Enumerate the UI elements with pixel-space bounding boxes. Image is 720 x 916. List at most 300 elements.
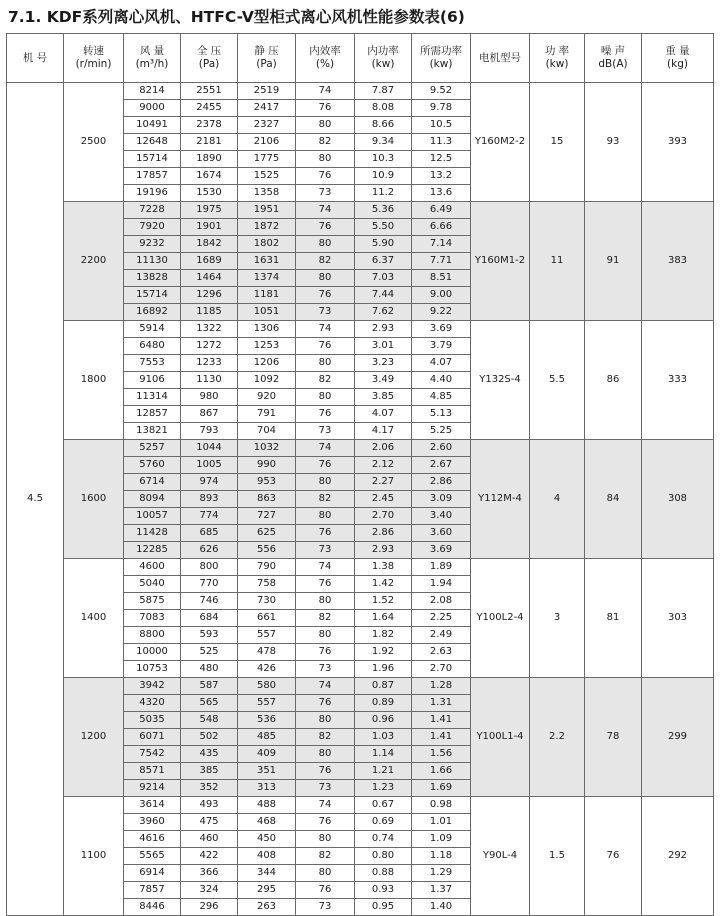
- airflow-cell: 8094: [124, 491, 181, 508]
- total-pressure-cell: 1530: [181, 185, 238, 202]
- column-header-unit: (kw): [429, 58, 453, 70]
- efficiency-cell: 74: [296, 202, 355, 219]
- airflow-cell: 6071: [124, 729, 181, 746]
- airflow-cell: 11130: [124, 253, 181, 270]
- total-pressure-cell: 593: [181, 627, 238, 644]
- airflow-cell: 8214: [124, 83, 181, 100]
- static-pressure-cell: 1253: [238, 338, 296, 355]
- total-pressure-cell: 893: [181, 491, 238, 508]
- airflow-cell: 5565: [124, 848, 181, 865]
- efficiency-cell: 76: [296, 219, 355, 236]
- motor-power-cell: 3: [530, 559, 585, 678]
- required-power-cell: 3.09: [412, 491, 471, 508]
- internal-power-cell: 1.14: [355, 746, 412, 763]
- required-power-cell: 1.69: [412, 780, 471, 797]
- column-header: [355, 34, 412, 83]
- static-pressure-cell: 556: [238, 542, 296, 559]
- static-pressure-cell: 1181: [238, 287, 296, 304]
- required-power-cell: 0.98: [412, 797, 471, 814]
- internal-power-cell: 2.93: [355, 321, 412, 338]
- static-pressure-cell: 990: [238, 457, 296, 474]
- static-pressure-cell: 580: [238, 678, 296, 695]
- required-power-cell: 9.52: [412, 83, 471, 100]
- internal-power-cell: 0.87: [355, 678, 412, 695]
- airflow-cell: 4320: [124, 695, 181, 712]
- total-pressure-cell: 774: [181, 508, 238, 525]
- static-pressure-cell: 351: [238, 763, 296, 780]
- noise-cell: 84: [585, 440, 642, 559]
- required-power-cell: 2.63: [412, 644, 471, 661]
- required-power-cell: 13.6: [412, 185, 471, 202]
- static-pressure-cell: 863: [238, 491, 296, 508]
- column-header: [530, 34, 585, 83]
- speed-cell: 2200: [64, 202, 124, 321]
- static-pressure-cell: 488: [238, 797, 296, 814]
- internal-power-cell: 0.95: [355, 899, 412, 916]
- column-header-unit: (m³/h): [135, 58, 169, 70]
- required-power-cell: 2.86: [412, 474, 471, 491]
- efficiency-cell: 73: [296, 185, 355, 202]
- total-pressure-cell: 974: [181, 474, 238, 491]
- efficiency-cell: 76: [296, 100, 355, 117]
- airflow-cell: 7542: [124, 746, 181, 763]
- internal-power-cell: 8.66: [355, 117, 412, 134]
- internal-power-cell: 3.23: [355, 355, 412, 372]
- airflow-cell: 9232: [124, 236, 181, 253]
- motor-power-cell: 2.2: [530, 678, 585, 797]
- required-power-cell: 7.71: [412, 253, 471, 270]
- column-header-unit: (kw): [371, 58, 395, 70]
- airflow-cell: 7553: [124, 355, 181, 372]
- column-header-label: 内效率: [309, 45, 341, 57]
- column-header-label: 内功率: [367, 45, 399, 57]
- column-header: [124, 34, 181, 83]
- table-row: [7, 83, 714, 100]
- total-pressure-cell: 2378: [181, 117, 238, 134]
- internal-power-cell: 5.50: [355, 219, 412, 236]
- airflow-cell: 12857: [124, 406, 181, 423]
- static-pressure-cell: 344: [238, 865, 296, 882]
- airflow-cell: 5257: [124, 440, 181, 457]
- required-power-cell: 2.67: [412, 457, 471, 474]
- total-pressure-cell: 366: [181, 865, 238, 882]
- static-pressure-cell: 1631: [238, 253, 296, 270]
- table-row: [7, 797, 714, 814]
- motor-power-cell: 15: [530, 83, 585, 202]
- efficiency-cell: 74: [296, 559, 355, 576]
- required-power-cell: 2.08: [412, 593, 471, 610]
- airflow-cell: 10057: [124, 508, 181, 525]
- total-pressure-cell: 1674: [181, 168, 238, 185]
- noise-cell: 81: [585, 559, 642, 678]
- required-power-cell: 1.09: [412, 831, 471, 848]
- column-header-unit: (r/min): [75, 58, 112, 70]
- column-header-unit: (Pa): [256, 58, 277, 70]
- static-pressure-cell: 730: [238, 593, 296, 610]
- static-pressure-cell: 450: [238, 831, 296, 848]
- airflow-cell: 7920: [124, 219, 181, 236]
- static-pressure-cell: 1032: [238, 440, 296, 457]
- efficiency-cell: 73: [296, 423, 355, 440]
- efficiency-cell: 76: [296, 287, 355, 304]
- airflow-cell: 7857: [124, 882, 181, 899]
- static-pressure-cell: 1051: [238, 304, 296, 321]
- total-pressure-cell: 460: [181, 831, 238, 848]
- table-row: [7, 202, 714, 219]
- efficiency-cell: 80: [296, 831, 355, 848]
- column-header: [471, 34, 530, 83]
- total-pressure-cell: 296: [181, 899, 238, 916]
- airflow-cell: 9106: [124, 372, 181, 389]
- airflow-cell: 5035: [124, 712, 181, 729]
- motor-model-cell: Y160M2-2: [471, 83, 530, 202]
- total-pressure-cell: 352: [181, 780, 238, 797]
- airflow-cell: 13821: [124, 423, 181, 440]
- static-pressure-cell: 1951: [238, 202, 296, 219]
- weight-cell: 393: [642, 83, 714, 202]
- efficiency-cell: 74: [296, 83, 355, 100]
- internal-power-cell: 1.64: [355, 610, 412, 627]
- efficiency-cell: 82: [296, 253, 355, 270]
- airflow-cell: 19196: [124, 185, 181, 202]
- static-pressure-cell: 1775: [238, 151, 296, 168]
- efficiency-cell: 80: [296, 117, 355, 134]
- column-header-unit: (kw): [545, 58, 569, 70]
- static-pressure-cell: 758: [238, 576, 296, 593]
- internal-power-cell: 0.96: [355, 712, 412, 729]
- airflow-cell: 5875: [124, 593, 181, 610]
- total-pressure-cell: 1689: [181, 253, 238, 270]
- static-pressure-cell: 557: [238, 695, 296, 712]
- airflow-cell: 13828: [124, 270, 181, 287]
- internal-power-cell: 4.07: [355, 406, 412, 423]
- total-pressure-cell: 1890: [181, 151, 238, 168]
- static-pressure-cell: 704: [238, 423, 296, 440]
- static-pressure-cell: 1802: [238, 236, 296, 253]
- efficiency-cell: 76: [296, 763, 355, 780]
- airflow-cell: 8446: [124, 899, 181, 916]
- required-power-cell: 1.29: [412, 865, 471, 882]
- internal-power-cell: 2.06: [355, 440, 412, 457]
- column-header-unit: (kg): [667, 58, 688, 70]
- motor-model-cell: Y100L1-4: [471, 678, 530, 797]
- motor-model-cell: Y100L2-4: [471, 559, 530, 678]
- column-header-unit: (Pa): [198, 58, 220, 70]
- internal-power-cell: 0.74: [355, 831, 412, 848]
- internal-power-cell: 7.62: [355, 304, 412, 321]
- static-pressure-cell: 1374: [238, 270, 296, 287]
- speed-cell: 1400: [64, 559, 124, 678]
- total-pressure-cell: 493: [181, 797, 238, 814]
- airflow-cell: 11428: [124, 525, 181, 542]
- required-power-cell: 12.5: [412, 151, 471, 168]
- internal-power-cell: 2.27: [355, 474, 412, 491]
- internal-power-cell: 8.08: [355, 100, 412, 117]
- total-pressure-cell: 1296: [181, 287, 238, 304]
- static-pressure-cell: 409: [238, 746, 296, 763]
- internal-power-cell: 1.52: [355, 593, 412, 610]
- static-pressure-cell: 1092: [238, 372, 296, 389]
- total-pressure-cell: 1005: [181, 457, 238, 474]
- airflow-cell: 9214: [124, 780, 181, 797]
- total-pressure-cell: 980: [181, 389, 238, 406]
- efficiency-cell: 80: [296, 865, 355, 882]
- airflow-cell: 4600: [124, 559, 181, 576]
- internal-power-cell: 6.37: [355, 253, 412, 270]
- required-power-cell: 4.85: [412, 389, 471, 406]
- efficiency-cell: 73: [296, 661, 355, 678]
- internal-power-cell: 5.36: [355, 202, 412, 219]
- internal-power-cell: 0.89: [355, 695, 412, 712]
- airflow-cell: 10753: [124, 661, 181, 678]
- efficiency-cell: 80: [296, 746, 355, 763]
- airflow-cell: 7228: [124, 202, 181, 219]
- internal-power-cell: 10.9: [355, 168, 412, 185]
- internal-power-cell: 0.80: [355, 848, 412, 865]
- required-power-cell: 1.56: [412, 746, 471, 763]
- static-pressure-cell: 953: [238, 474, 296, 491]
- internal-power-cell: 0.67: [355, 797, 412, 814]
- total-pressure-cell: 1185: [181, 304, 238, 321]
- efficiency-cell: 80: [296, 627, 355, 644]
- required-power-cell: 4.40: [412, 372, 471, 389]
- column-header: [642, 34, 714, 83]
- column-header-label: 风 量: [139, 45, 165, 57]
- required-power-cell: 1.28: [412, 678, 471, 695]
- speed-cell: 1600: [64, 440, 124, 559]
- airflow-cell: 3614: [124, 797, 181, 814]
- motor-model-cell: Y160M1-2: [471, 202, 530, 321]
- table-row: [7, 678, 714, 695]
- required-power-cell: 4.07: [412, 355, 471, 372]
- weight-cell: 383: [642, 202, 714, 321]
- required-power-cell: 1.41: [412, 712, 471, 729]
- airflow-cell: 6914: [124, 865, 181, 882]
- internal-power-cell: 2.93: [355, 542, 412, 559]
- efficiency-cell: 76: [296, 644, 355, 661]
- column-header-unit: dB(A): [598, 58, 628, 70]
- efficiency-cell: 82: [296, 134, 355, 151]
- static-pressure-cell: 2519: [238, 83, 296, 100]
- internal-power-cell: 0.88: [355, 865, 412, 882]
- total-pressure-cell: 475: [181, 814, 238, 831]
- internal-power-cell: 0.69: [355, 814, 412, 831]
- efficiency-cell: 82: [296, 372, 355, 389]
- airflow-cell: 16892: [124, 304, 181, 321]
- static-pressure-cell: 1525: [238, 168, 296, 185]
- total-pressure-cell: 684: [181, 610, 238, 627]
- airflow-cell: 3960: [124, 814, 181, 831]
- motor-power-cell: 11: [530, 202, 585, 321]
- efficiency-cell: 80: [296, 355, 355, 372]
- airflow-cell: 9000: [124, 100, 181, 117]
- required-power-cell: 2.49: [412, 627, 471, 644]
- total-pressure-cell: 587: [181, 678, 238, 695]
- column-header: [585, 34, 642, 83]
- static-pressure-cell: 295: [238, 882, 296, 899]
- efficiency-cell: 76: [296, 525, 355, 542]
- internal-power-cell: 5.90: [355, 236, 412, 253]
- total-pressure-cell: 480: [181, 661, 238, 678]
- weight-cell: 333: [642, 321, 714, 440]
- static-pressure-cell: 1206: [238, 355, 296, 372]
- required-power-cell: 6.49: [412, 202, 471, 219]
- total-pressure-cell: 565: [181, 695, 238, 712]
- total-pressure-cell: 2181: [181, 134, 238, 151]
- static-pressure-cell: 313: [238, 780, 296, 797]
- noise-cell: 76: [585, 797, 642, 916]
- column-header-unit: (%): [315, 58, 335, 70]
- internal-power-cell: 7.87: [355, 83, 412, 100]
- table-row: [7, 440, 714, 457]
- efficiency-cell: 76: [296, 406, 355, 423]
- efficiency-cell: 74: [296, 321, 355, 338]
- required-power-cell: 1.01: [412, 814, 471, 831]
- internal-power-cell: 7.44: [355, 287, 412, 304]
- required-power-cell: 3.40: [412, 508, 471, 525]
- airflow-cell: 15714: [124, 151, 181, 168]
- static-pressure-cell: 791: [238, 406, 296, 423]
- static-pressure-cell: 661: [238, 610, 296, 627]
- column-header-label: 所需功率: [420, 45, 462, 57]
- column-header-label: 全 压: [196, 45, 222, 57]
- static-pressure-cell: 408: [238, 848, 296, 865]
- internal-power-cell: 1.42: [355, 576, 412, 593]
- airflow-cell: 15714: [124, 287, 181, 304]
- internal-power-cell: 3.85: [355, 389, 412, 406]
- static-pressure-cell: 557: [238, 627, 296, 644]
- internal-power-cell: 4.17: [355, 423, 412, 440]
- speed-cell: 2500: [64, 83, 124, 202]
- noise-cell: 93: [585, 83, 642, 202]
- efficiency-cell: 80: [296, 389, 355, 406]
- page-title: 7.1. KDF系列离心风机、HTFC-V型柜式离心风机性能参数表(6): [8, 8, 465, 26]
- airflow-cell: 5040: [124, 576, 181, 593]
- efficiency-cell: 80: [296, 593, 355, 610]
- efficiency-cell: 74: [296, 678, 355, 695]
- required-power-cell: 5.13: [412, 406, 471, 423]
- required-power-cell: 1.40: [412, 899, 471, 916]
- required-power-cell: 7.14: [412, 236, 471, 253]
- total-pressure-cell: 1322: [181, 321, 238, 338]
- motor-model-cell: Y112M-4: [471, 440, 530, 559]
- efficiency-cell: 76: [296, 882, 355, 899]
- efficiency-cell: 73: [296, 899, 355, 916]
- table-body: [7, 83, 714, 916]
- noise-cell: 86: [585, 321, 642, 440]
- column-header: [296, 34, 355, 83]
- efficiency-cell: 73: [296, 304, 355, 321]
- required-power-cell: 9.00: [412, 287, 471, 304]
- efficiency-cell: 82: [296, 848, 355, 865]
- noise-cell: 91: [585, 202, 642, 321]
- internal-power-cell: 1.21: [355, 763, 412, 780]
- table-row: [7, 321, 714, 338]
- total-pressure-cell: 1233: [181, 355, 238, 372]
- efficiency-cell: 80: [296, 474, 355, 491]
- airflow-cell: 12285: [124, 542, 181, 559]
- required-power-cell: 1.37: [412, 882, 471, 899]
- header-row: [7, 34, 714, 83]
- airflow-cell: 10491: [124, 117, 181, 134]
- speed-cell: 1800: [64, 321, 124, 440]
- total-pressure-cell: 525: [181, 644, 238, 661]
- efficiency-cell: 80: [296, 236, 355, 253]
- internal-power-cell: 1.92: [355, 644, 412, 661]
- internal-power-cell: 0.93: [355, 882, 412, 899]
- performance-table: [6, 33, 714, 916]
- total-pressure-cell: 800: [181, 559, 238, 576]
- column-header-label: 重 量: [665, 45, 690, 57]
- static-pressure-cell: 536: [238, 712, 296, 729]
- motor-power-cell: 1.5: [530, 797, 585, 916]
- total-pressure-cell: 1975: [181, 202, 238, 219]
- required-power-cell: 2.60: [412, 440, 471, 457]
- column-header-label: 电机型号: [479, 51, 521, 64]
- efficiency-cell: 74: [296, 440, 355, 457]
- efficiency-cell: 76: [296, 695, 355, 712]
- required-power-cell: 1.66: [412, 763, 471, 780]
- total-pressure-cell: 385: [181, 763, 238, 780]
- column-header-label: 噪 声: [600, 45, 626, 57]
- speed-cell: 1200: [64, 678, 124, 797]
- static-pressure-cell: 2327: [238, 117, 296, 134]
- airflow-cell: 7083: [124, 610, 181, 627]
- required-power-cell: 1.41: [412, 729, 471, 746]
- internal-power-cell: 11.2: [355, 185, 412, 202]
- internal-power-cell: 3.01: [355, 338, 412, 355]
- static-pressure-cell: 1306: [238, 321, 296, 338]
- required-power-cell: 2.25: [412, 610, 471, 627]
- efficiency-cell: 76: [296, 814, 355, 831]
- internal-power-cell: 7.03: [355, 270, 412, 287]
- total-pressure-cell: 626: [181, 542, 238, 559]
- static-pressure-cell: 920: [238, 389, 296, 406]
- internal-power-cell: 9.34: [355, 134, 412, 151]
- internal-power-cell: 10.3: [355, 151, 412, 168]
- static-pressure-cell: 727: [238, 508, 296, 525]
- static-pressure-cell: 426: [238, 661, 296, 678]
- internal-power-cell: 1.03: [355, 729, 412, 746]
- airflow-cell: 11314: [124, 389, 181, 406]
- efficiency-cell: 74: [296, 797, 355, 814]
- airflow-cell: 5914: [124, 321, 181, 338]
- static-pressure-cell: 468: [238, 814, 296, 831]
- efficiency-cell: 82: [296, 729, 355, 746]
- airflow-cell: 3942: [124, 678, 181, 695]
- total-pressure-cell: 793: [181, 423, 238, 440]
- total-pressure-cell: 324: [181, 882, 238, 899]
- airflow-cell: 8571: [124, 763, 181, 780]
- total-pressure-cell: 422: [181, 848, 238, 865]
- speed-cell: 1100: [64, 797, 124, 916]
- required-power-cell: 10.5: [412, 117, 471, 134]
- efficiency-cell: 80: [296, 712, 355, 729]
- internal-power-cell: 2.70: [355, 508, 412, 525]
- noise-cell: 78: [585, 678, 642, 797]
- required-power-cell: 1.18: [412, 848, 471, 865]
- internal-power-cell: 1.82: [355, 627, 412, 644]
- column-header-label: 机 号: [22, 51, 48, 64]
- required-power-cell: 3.79: [412, 338, 471, 355]
- efficiency-cell: 76: [296, 457, 355, 474]
- airflow-cell: 6714: [124, 474, 181, 491]
- column-header-label: 功 率: [544, 45, 570, 57]
- efficiency-cell: 80: [296, 151, 355, 168]
- static-pressure-cell: 625: [238, 525, 296, 542]
- motor-power-cell: 5.5: [530, 321, 585, 440]
- weight-cell: 303: [642, 559, 714, 678]
